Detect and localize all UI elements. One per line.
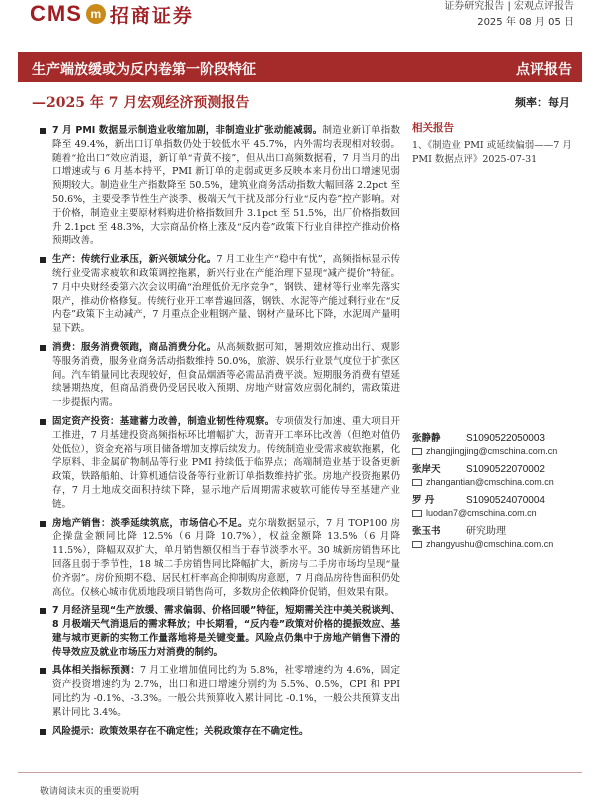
report-body: [40, 124, 400, 743]
paragraph-lead: 房地产销售：淡季延续筑底，市场信心不足。: [52, 517, 248, 529]
paragraph-lead: 具体相关指标预测：: [52, 665, 140, 677]
bullet-square-icon: [40, 257, 46, 263]
logo-badge-icon: m: [86, 4, 106, 24]
paragraph-lead: 生产：传统行业承压，新兴领域分化。: [52, 254, 217, 266]
paragraph-text: 7 月工业增加值同比约为 5.8%，社零增速约为 4.6%，固定资产投资增速约为 2.7%，出口和进口增速分别约为 5.5%、0.5%，CPI 和 PPI 同比约为 -0.1%、-3.3%。一般公共预算收入累计同比 -0.1%，一般公共预算支出累计同比 3.4%。: [52, 665, 400, 718]
analyst-role: 研究助理: [466, 526, 506, 537]
mail-icon: [412, 510, 422, 517]
analyst-entry: [412, 525, 587, 551]
bullet-square-icon: [40, 729, 46, 735]
logo-chinese: 招商证券: [109, 4, 194, 27]
paragraph: [40, 604, 400, 659]
analyst-list: [412, 432, 587, 556]
paragraph: [40, 517, 400, 600]
paragraph-text: 7 月工业生产“稳中有忧”，高频指标显示传统行业受需求疲软和政策调控拖累，新兴行业在产能治理下显现“减产提价”特征。7 月中央财经委第六次会议明确“治理低价无序竞争”，钢铁、建材等行业率先落实限产，推动价格修复。传统行业开工率普遍回落，钢铁、水泥等产能过剩行业在“反内卷”政策下主动减产，7 月重点企业粗钢产量、钢材产量环比下降，水泥周产量明显下跌。: [52, 254, 400, 335]
bullet-square-icon: [40, 128, 46, 134]
bullet-square-icon: [40, 521, 46, 527]
paragraph-text: 专项债发行加速、重大项目开工推进，7 月基建投资高频指标环比增幅扩大，沥青开工率环比改善（但绝对值仍处低位），资金充裕与项目储备增加支撑后续发力。传统制造业受需求疲软拖累，化学原料、非金属矿物制品等行业 PMI 持续低于临界点；高端制造业基于设备更新政策，铁路船舶、计算机通信设备等行业新订单指数维持扩张。房地产投资拖累仍存，7 月土地成交面积持续下降，显示地产后周期需求疲软可能传导至基建产业链。: [52, 415, 400, 510]
logo-latin: CMS: [30, 1, 82, 26]
paragraph-lead: 风险提示：政策效果存在不确定性；关税政策存在不确定性。: [52, 725, 309, 737]
report-title: 生产端放缓或为反内卷第一阶段特征: [32, 62, 256, 78]
analyst-entry: [412, 432, 587, 458]
footer-divider: [18, 772, 582, 773]
report-date: 2025 年 08 月 05 日: [477, 17, 574, 28]
report-subtitle: —2025 年 7 月宏观经济预测报告: [32, 95, 250, 111]
footer-disclaimer: 敬请阅读末页的重要说明: [40, 787, 140, 797]
related-reports-title: 相关报告: [412, 122, 454, 134]
analyst-entry: [412, 494, 587, 520]
title-bar: [18, 52, 582, 82]
bullet-square-icon: [40, 668, 46, 674]
analyst-name: 张静静: [412, 433, 441, 444]
paragraph: [40, 341, 400, 410]
mail-icon: [412, 541, 422, 548]
analyst-cert-id: S1090524070004: [466, 495, 545, 506]
paragraph-text: 从高频数据可知，暑期效应推动出行、观影等服务消费，服务业商务活动指数维持 50.0%，旅游、娱乐行业景气度位于扩张区间。汽车销量同比表现较好，但食品烟酒等必需品消费平淡。短期服务消费有望延续暑期热度，但商品消费仍受居民收入预期、房地产财富效应弱化制约，需政策进一步提振内需。: [52, 341, 400, 409]
paragraph-text: 制造业新订单指数降至 49.4%，新出口订单指数仍处于较低水平 45.7%，内外需均表现相对较弱。随着“抢出口”效应消退，新订单“青黄不接”，但从出口高频数据看，7 月当月的出口增速或与 6 月基本持平，PMI 新订单的走弱或更多反映本来月份出口增速见弱预期较大。制造业生产指数降至 50.5%，建筑业商务活动指数大幅回落 2.2pct 至 50.6%，主要受季节性生产淡季、极端天气干扰及部分行业“反内卷”控产影响。对于价格，制造业主要原材料购进价格指数回升 3.1pct 至 51.5%，出厂价格指数回升 2.1pct 至 48.3%，大宗商品价格上涨及“反内卷”政策下行业自律控产推动价格预期改善。: [52, 125, 400, 247]
paragraph: [40, 664, 400, 719]
analyst-name: 张岸天: [412, 464, 441, 475]
paragraph: [40, 725, 400, 739]
analyst-email[interactable]: zhangantian@cmschina.com.cn: [426, 477, 554, 487]
analyst-entry: [412, 463, 587, 489]
bullet-square-icon: [40, 419, 46, 425]
related-report-link[interactable]: 1、《制造业 PMI 或延续偏弱——7 月 PMI 数据点评》2025-07-31: [412, 140, 572, 165]
analyst-name: 罗 丹: [412, 495, 435, 506]
report-type: 证券研究报告 | 宏观点评报告: [444, 1, 574, 12]
analyst-cert-id: S1090522050003: [466, 433, 545, 444]
report-category-tag: 点评报告: [516, 62, 572, 78]
analyst-email[interactable]: zhangjingjing@cmschina.com.cn: [426, 446, 558, 456]
paragraph-lead: 固定资产投资：基建蓄力改善，制造业韧性待观察。: [52, 415, 275, 427]
analyst-name: 张玉书: [412, 526, 441, 537]
paragraph-lead: 消费：服务消费领跑，商品消费分化。: [52, 341, 217, 353]
analyst-cert-id: S1090522070002: [466, 464, 545, 475]
paragraph: [40, 253, 400, 336]
bullet-square-icon: [40, 608, 46, 614]
paragraph-text: 克尔瑞数据显示，7 月 TOP100 房企操盘金额同比降 12.5%（6 月降 10.7%），权益金额降 13.5%（6 月降 11.5%），降幅双双扩大，单月销售额仅相当于春节淡季水平。30 城新房销售环比回落且弱于季节性，18 城二手房销售同比降幅扩大，新房与二手房市场均呈现“量价齐弱”。房价预期不稳、居民杠杆率高企抑制购房意愿，7 月商品房待售面积仍处高位。仅核心城市优质地段项目销售尚可，多数房企依赖降价促销，但效果有限。: [52, 517, 400, 598]
page-header: [0, 0, 600, 40]
analyst-email[interactable]: luodan7@cmschina.com.cn: [426, 508, 537, 518]
sidebar: [412, 120, 582, 167]
paragraph-lead: 7 月经济呈现“生产放缓、需求偏弱、价格回暖”特征，短期需关注中美关税谈判、8 月极端天气消退后的需求释放；中长期看，“反内卷”政策对价格的提振效应、基建与城市更新的实物工作量落地将是关键变量。风险点仍集中于房地产销售下滑的传导效应及就业市场压力对消费的制约。: [52, 605, 400, 658]
paragraph: [40, 415, 400, 512]
company-logo: [30, 2, 194, 26]
paragraph-lead: 7 月 PMI 数据显示制造业收缩加剧，非制造业扩张动能减弱。: [52, 125, 323, 136]
report-frequency: 频率：每月: [515, 96, 570, 109]
header-meta: [444, 0, 574, 31]
mail-icon: [412, 448, 422, 455]
bullet-square-icon: [40, 345, 46, 351]
paragraph: [40, 124, 400, 248]
mail-icon: [412, 479, 422, 486]
analyst-email[interactable]: zhangyushu@cmschina.com.cn: [426, 539, 554, 549]
